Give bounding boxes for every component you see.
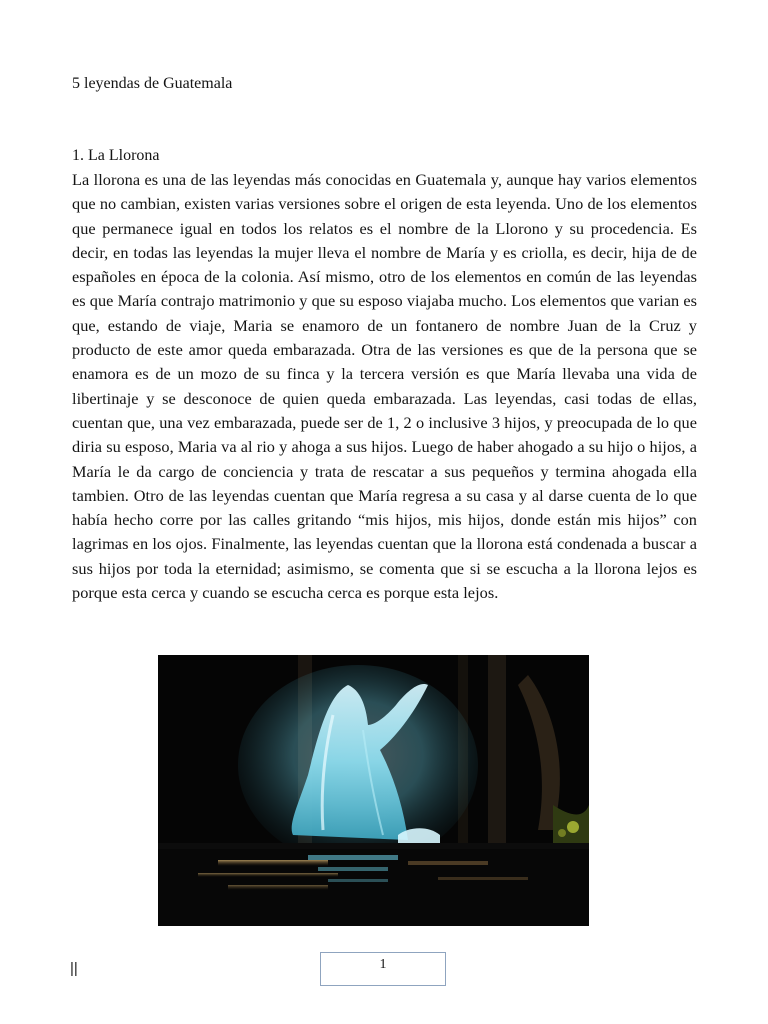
llorona-photo: [158, 655, 589, 926]
document-title: 5 leyendas de Guatemala: [72, 75, 233, 92]
page-marker: ||: [70, 960, 78, 977]
section-heading: 1. La Llorona: [72, 147, 160, 164]
page-number: 1: [320, 952, 446, 986]
section-body-text: La llorona es una de las leyendas más conocidas en Guatemala y, aunque hay varios elementos que no cambian, existen varias versiones sobre el origen de esta leyenda. Uno de los elementos que permanece igual en todos los relatos es el nombre de la Llorono y su procedencia. Es decir, en todas las leyendas la mujer lleva el nombre de María y es criolla, es decir, hija de de españoles en época de la colonia. Así mismo, otro de los elementos en común de las leyendas es que María contrajo matrimonio y que su esposo viajaba mucho. Los elementos que varian es que, estando de viaje, Maria se enamoro de un fontanero de nombre Juan de la Cruz y producto de este amor queda embarazada. Otra de las versiones es que de la persona que se enamora es de un mozo de su finca y la tercera versión es que María llevaba una vida de libertinaje y se desconoce de quien queda embarazada. Las leyendas, casi todas de ellas, cuentan que, una vez embarazada, puede ser de 1, 2 o inclusive 3 hijos, y preocupada de lo que diria su esposo, Maria va al rio y ahoga a sus hijos. Luego de haber ahogado a su hijo o hijos, a María le da cargo de conciencia y trata de rescatar a sus pequeños y termina ahogada ella tambien. Otro de las leyendas cuentan que María regresa a su casa y al darse cuenta de lo que había hecho corre por las calles gritando “mis hijos, mis hijos, donde están mis hijos” con lagrimas en los ojos. Finalmente, las leyendas cuentan que la llorona está condenada a buscar a sus hijos por toda la eternidad; asimismo, se comenta que si se escucha a la llorona lejos es porque esta cerca y cuando se escucha cerca es porque esta lejos.: [72, 170, 697, 603]
